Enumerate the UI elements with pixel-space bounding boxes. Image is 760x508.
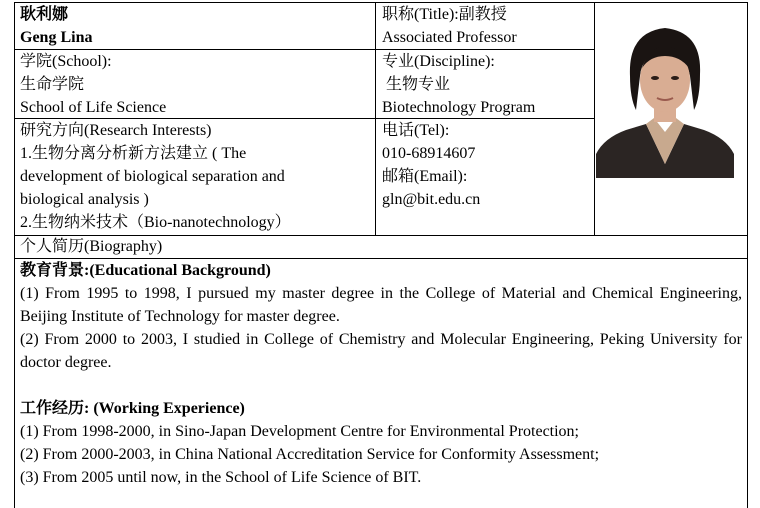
biography-label: 个人简历(Biography) bbox=[20, 238, 163, 255]
discipline-english: Biotechnology Program bbox=[382, 99, 536, 116]
title-label: 职称(Title):副教授 bbox=[382, 6, 507, 23]
tel-value: 010-68914607 bbox=[382, 145, 476, 162]
tel-label: 电话(Tel): bbox=[382, 122, 450, 139]
title-english: Associated Professor bbox=[382, 29, 517, 46]
name-chinese: 耿利娜 bbox=[20, 6, 69, 23]
research-line-4: 2.生物纳米技术（Bio-nanotechnology） bbox=[20, 214, 291, 231]
research-label: 研究方向(Research Interests) bbox=[20, 122, 212, 139]
discipline-label: 专业(Discipline): bbox=[382, 53, 495, 70]
table-border-top bbox=[14, 2, 748, 3]
education-item-2: (2) From 2000 to 2003, I studied in College of Chemistry and Molecular Engineering, Peking University for doctor degree. bbox=[20, 331, 742, 371]
left-eye-shape bbox=[651, 76, 659, 80]
email-value: gln@bit.edu.cn bbox=[382, 191, 481, 208]
school-english: School of Life Science bbox=[20, 99, 167, 116]
email-label: 邮箱(Email): bbox=[382, 168, 468, 185]
research-line-1: 1.生物分离分析新方法建立 ( The bbox=[20, 145, 247, 162]
education-item-1: (1) From 1995 to 1998, I pursued my master degree in the College of Material and Chemical Engineering, Beijing Institute of Technology for master degree. bbox=[20, 285, 742, 325]
research-line-3: biological analysis ) bbox=[20, 191, 149, 208]
research-line-2: development of biological separation and bbox=[20, 168, 285, 185]
table-border-right bbox=[747, 2, 748, 508]
profile-photo bbox=[596, 14, 734, 178]
school-label: 学院(School): bbox=[20, 53, 112, 70]
work-heading: 工作经历: (Working Experience) bbox=[20, 400, 245, 417]
work-item-2: (2) From 2000-2003, in China National Accreditation Service for Conformity Assessment; bbox=[20, 446, 600, 463]
name-english: Geng Lina bbox=[20, 29, 93, 46]
column-divider-2 bbox=[594, 2, 595, 235]
discipline-chinese: 生物专业 bbox=[382, 76, 451, 93]
work-item-3: (3) From 2005 until now, in the School of Life Science of BIT. bbox=[20, 469, 422, 486]
school-chinese: 生命学院 bbox=[20, 76, 85, 93]
education-heading: 教育背景:(Educational Background) bbox=[20, 262, 271, 279]
right-eye-shape bbox=[671, 76, 679, 80]
column-divider-1 bbox=[375, 2, 376, 235]
table-border-left bbox=[14, 2, 15, 508]
work-item-1: (1) From 1998-2000, in Sino-Japan Development Centre for Environmental Protection; bbox=[20, 423, 579, 440]
